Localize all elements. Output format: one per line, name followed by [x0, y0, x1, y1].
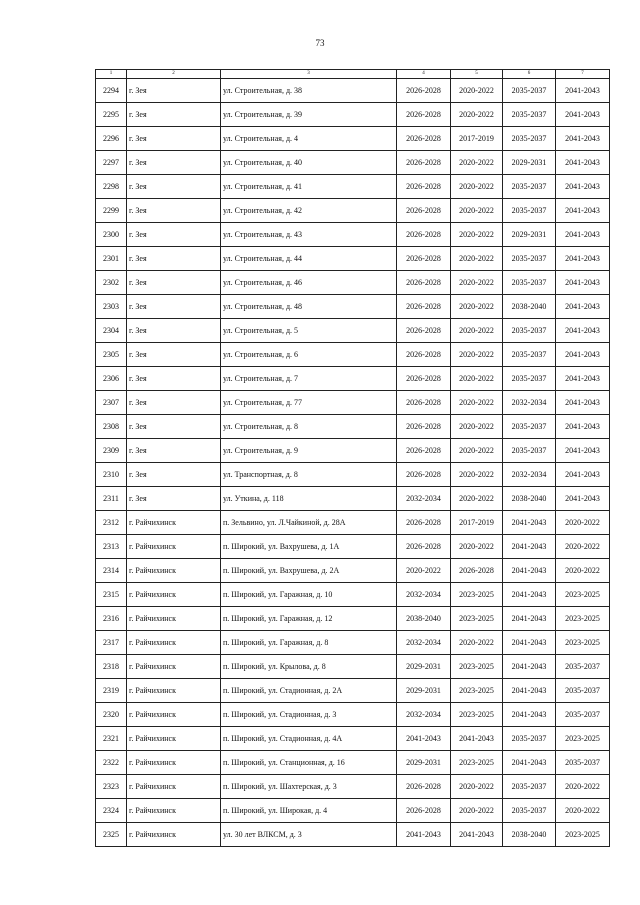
row-number: 2299: [96, 199, 127, 223]
table-row: [96, 79, 610, 103]
row-number: 2312: [96, 511, 127, 535]
address: ул. Строительная, д. 9: [221, 439, 397, 463]
table-row: [96, 439, 610, 463]
city-name: г. Райчихинск: [127, 799, 221, 823]
period-col-6: 2029-2031: [503, 223, 556, 247]
period-col-5: 2020-2022: [451, 151, 503, 175]
period-col-4: 2032-2034: [397, 631, 451, 655]
table-row: [96, 487, 610, 511]
city-name: г. Зея: [127, 463, 221, 487]
period-col-6: 2041-2043: [503, 535, 556, 559]
address: п. Широкий, ул. Стадионная, д. 2А: [221, 679, 397, 703]
period-col-7: 2041-2043: [556, 367, 610, 391]
address: ул. Транспортная, д. 8: [221, 463, 397, 487]
city-name: г. Райчихинск: [127, 535, 221, 559]
city-name: г. Райчихинск: [127, 631, 221, 655]
period-col-6: 2035-2037: [503, 415, 556, 439]
period-col-6: 2035-2037: [503, 343, 556, 367]
table-row: [96, 103, 610, 127]
period-col-7: 2035-2037: [556, 703, 610, 727]
period-col-5: 2020-2022: [451, 175, 503, 199]
city-name: г. Зея: [127, 295, 221, 319]
period-col-7: 2020-2022: [556, 559, 610, 583]
period-col-5: 2020-2022: [451, 199, 503, 223]
period-col-4: 2029-2031: [397, 751, 451, 775]
period-col-5: 2020-2022: [451, 271, 503, 295]
city-name: г. Райчихинск: [127, 703, 221, 727]
address: ул. Строительная, д. 44: [221, 247, 397, 271]
table-row: [96, 319, 610, 343]
table-row: [96, 823, 610, 847]
address: п. Широкий, ул. Широкая, д. 4: [221, 799, 397, 823]
period-col-5: 2041-2043: [451, 823, 503, 847]
period-col-7: 2020-2022: [556, 535, 610, 559]
address: ул. Строительная, д. 46: [221, 271, 397, 295]
row-number: 2306: [96, 367, 127, 391]
period-col-7: 2020-2022: [556, 775, 610, 799]
address: п. Широкий, ул. Гаражная, д. 12: [221, 607, 397, 631]
row-number: 2294: [96, 79, 127, 103]
period-col-6: 2038-2040: [503, 487, 556, 511]
period-col-6: 2035-2037: [503, 247, 556, 271]
period-col-4: 2026-2028: [397, 79, 451, 103]
period-col-7: 2023-2025: [556, 631, 610, 655]
period-col-7: 2023-2025: [556, 727, 610, 751]
address: п. Широкий, ул. Гаражная, д. 8: [221, 631, 397, 655]
period-col-7: 2041-2043: [556, 175, 610, 199]
table-row: [96, 583, 610, 607]
period-col-6: 2041-2043: [503, 607, 556, 631]
period-col-7: 2035-2037: [556, 655, 610, 679]
address: ул. Строительная, д. 38: [221, 79, 397, 103]
period-col-7: 2041-2043: [556, 223, 610, 247]
period-col-6: 2035-2037: [503, 271, 556, 295]
city-name: г. Зея: [127, 199, 221, 223]
period-col-7: 2035-2037: [556, 679, 610, 703]
period-col-5: 2020-2022: [451, 439, 503, 463]
row-number: 2321: [96, 727, 127, 751]
period-col-5: 2020-2022: [451, 79, 503, 103]
period-col-6: 2038-2040: [503, 295, 556, 319]
city-name: г. Зея: [127, 127, 221, 151]
row-number: 2318: [96, 655, 127, 679]
address: ул. Строительная, д. 7: [221, 367, 397, 391]
column-header: 2: [127, 70, 221, 79]
table-row: [96, 295, 610, 319]
row-number: 2302: [96, 271, 127, 295]
table-row: [96, 559, 610, 583]
period-col-6: 2041-2043: [503, 679, 556, 703]
period-col-6: 2041-2043: [503, 583, 556, 607]
period-col-7: 2035-2037: [556, 751, 610, 775]
address: ул. Уткина, д. 118: [221, 487, 397, 511]
period-col-4: 2020-2022: [397, 559, 451, 583]
city-name: г. Зея: [127, 391, 221, 415]
period-col-6: 2029-2031: [503, 151, 556, 175]
period-col-4: 2032-2034: [397, 583, 451, 607]
period-col-6: 2041-2043: [503, 751, 556, 775]
city-name: г. Зея: [127, 103, 221, 127]
row-number: 2307: [96, 391, 127, 415]
address: ул. Строительная, д. 8: [221, 415, 397, 439]
city-name: г. Зея: [127, 247, 221, 271]
period-col-5: 2026-2028: [451, 559, 503, 583]
city-name: г. Райчихинск: [127, 727, 221, 751]
period-col-4: 2026-2028: [397, 415, 451, 439]
row-number: 2317: [96, 631, 127, 655]
period-col-6: 2035-2037: [503, 319, 556, 343]
table-row: [96, 799, 610, 823]
row-number: 2310: [96, 463, 127, 487]
period-col-4: 2041-2043: [397, 727, 451, 751]
period-col-5: 2020-2022: [451, 223, 503, 247]
period-col-4: 2026-2028: [397, 775, 451, 799]
city-name: г. Зея: [127, 487, 221, 511]
period-col-5: 2023-2025: [451, 703, 503, 727]
period-col-7: 2023-2025: [556, 607, 610, 631]
period-col-4: 2026-2028: [397, 439, 451, 463]
table-row: [96, 247, 610, 271]
period-col-5: 2017-2019: [451, 127, 503, 151]
period-col-5: 2017-2019: [451, 511, 503, 535]
address: п. Широкий, ул. Стадионная, д. 4А: [221, 727, 397, 751]
address: ул. Строительная, д. 39: [221, 103, 397, 127]
period-col-4: 2026-2028: [397, 535, 451, 559]
period-col-7: 2041-2043: [556, 487, 610, 511]
period-col-5: 2020-2022: [451, 247, 503, 271]
city-name: г. Зея: [127, 79, 221, 103]
table-row: [96, 775, 610, 799]
table-body: [96, 70, 610, 847]
row-number: 2314: [96, 559, 127, 583]
city-name: г. Райчихинск: [127, 607, 221, 631]
period-col-6: 2035-2037: [503, 439, 556, 463]
period-col-7: 2023-2025: [556, 583, 610, 607]
city-name: г. Зея: [127, 367, 221, 391]
address: ул. 30 лет ВЛКСМ, д. 3: [221, 823, 397, 847]
table-row: [96, 751, 610, 775]
row-number: 2313: [96, 535, 127, 559]
column-header: 6: [503, 70, 556, 79]
address: п. Широкий, ул. Станционная, д. 16: [221, 751, 397, 775]
period-col-7: 2041-2043: [556, 319, 610, 343]
period-col-5: 2020-2022: [451, 103, 503, 127]
period-col-4: 2026-2028: [397, 223, 451, 247]
city-name: г. Зея: [127, 343, 221, 367]
period-col-7: 2041-2043: [556, 271, 610, 295]
period-col-7: 2041-2043: [556, 343, 610, 367]
row-number: 2320: [96, 703, 127, 727]
period-col-4: 2026-2028: [397, 127, 451, 151]
row-number: 2315: [96, 583, 127, 607]
period-col-5: 2020-2022: [451, 415, 503, 439]
period-col-4: 2038-2040: [397, 607, 451, 631]
table-row: [96, 415, 610, 439]
period-col-6: 2041-2043: [503, 631, 556, 655]
period-col-7: 2041-2043: [556, 199, 610, 223]
period-col-4: 2026-2028: [397, 367, 451, 391]
period-col-7: 2041-2043: [556, 439, 610, 463]
period-col-4: 2029-2031: [397, 655, 451, 679]
city-name: г. Зея: [127, 439, 221, 463]
period-col-4: 2026-2028: [397, 103, 451, 127]
city-name: г. Райчихинск: [127, 775, 221, 799]
period-col-6: 2035-2037: [503, 79, 556, 103]
period-col-5: 2020-2022: [451, 487, 503, 511]
period-col-4: 2026-2028: [397, 199, 451, 223]
period-col-4: 2029-2031: [397, 679, 451, 703]
table-row: [96, 199, 610, 223]
period-col-4: 2032-2034: [397, 703, 451, 727]
column-header: 1: [96, 70, 127, 79]
period-col-5: 2020-2022: [451, 391, 503, 415]
period-col-4: 2041-2043: [397, 823, 451, 847]
city-name: г. Райчихинск: [127, 655, 221, 679]
period-col-5: 2020-2022: [451, 775, 503, 799]
row-number: 2323: [96, 775, 127, 799]
period-col-7: 2023-2025: [556, 823, 610, 847]
city-name: г. Зея: [127, 415, 221, 439]
period-col-5: 2020-2022: [451, 631, 503, 655]
address: ул. Строительная, д. 48: [221, 295, 397, 319]
table-row: [96, 151, 610, 175]
housing-schedule-table: [95, 69, 610, 847]
period-col-6: 2035-2037: [503, 775, 556, 799]
period-col-6: 2035-2037: [503, 199, 556, 223]
period-col-4: 2026-2028: [397, 391, 451, 415]
address: п. Широкий, ул. Стадионная, д. 3: [221, 703, 397, 727]
period-col-5: 2023-2025: [451, 583, 503, 607]
city-name: г. Зея: [127, 223, 221, 247]
period-col-4: 2026-2028: [397, 271, 451, 295]
address: ул. Строительная, д. 41: [221, 175, 397, 199]
period-col-5: 2020-2022: [451, 343, 503, 367]
table-row: [96, 655, 610, 679]
table-row: [96, 127, 610, 151]
period-col-5: 2020-2022: [451, 463, 503, 487]
address: п. Широкий, ул. Гаражная, д. 10: [221, 583, 397, 607]
period-col-5: 2020-2022: [451, 319, 503, 343]
row-number: 2316: [96, 607, 127, 631]
period-col-5: 2020-2022: [451, 535, 503, 559]
period-col-7: 2041-2043: [556, 103, 610, 127]
period-col-6: 2038-2040: [503, 823, 556, 847]
period-col-7: 2041-2043: [556, 79, 610, 103]
period-col-4: 2026-2028: [397, 247, 451, 271]
row-number: 2295: [96, 103, 127, 127]
city-name: г. Зея: [127, 175, 221, 199]
row-number: 2311: [96, 487, 127, 511]
row-number: 2298: [96, 175, 127, 199]
period-col-5: 2020-2022: [451, 367, 503, 391]
column-header: 3: [221, 70, 397, 79]
address: п. Зельвино, ул. Л.Чайкиной, д. 28А: [221, 511, 397, 535]
period-col-6: 2035-2037: [503, 103, 556, 127]
period-col-7: 2041-2043: [556, 391, 610, 415]
period-col-7: 2020-2022: [556, 799, 610, 823]
table-row: [96, 607, 610, 631]
period-col-6: 2035-2037: [503, 127, 556, 151]
period-col-5: 2023-2025: [451, 655, 503, 679]
address: ул. Строительная, д. 6: [221, 343, 397, 367]
period-col-4: 2026-2028: [397, 175, 451, 199]
period-col-6: 2041-2043: [503, 559, 556, 583]
period-col-7: 2041-2043: [556, 127, 610, 151]
table-row: [96, 511, 610, 535]
period-col-6: 2032-2034: [503, 391, 556, 415]
row-number: 2319: [96, 679, 127, 703]
period-col-7: 2041-2043: [556, 463, 610, 487]
row-number: 2322: [96, 751, 127, 775]
period-col-5: 2020-2022: [451, 799, 503, 823]
row-number: 2309: [96, 439, 127, 463]
period-col-6: 2041-2043: [503, 511, 556, 535]
address: ул. Строительная, д. 5: [221, 319, 397, 343]
period-col-6: 2035-2037: [503, 367, 556, 391]
row-number: 2304: [96, 319, 127, 343]
city-name: г. Райчихинск: [127, 823, 221, 847]
period-col-5: 2041-2043: [451, 727, 503, 751]
table-row: [96, 679, 610, 703]
address: ул. Строительная, д. 43: [221, 223, 397, 247]
address: ул. Строительная, д. 40: [221, 151, 397, 175]
address: ул. Строительная, д. 77: [221, 391, 397, 415]
table-row: [96, 463, 610, 487]
row-number: 2301: [96, 247, 127, 271]
row-number: 2300: [96, 223, 127, 247]
table-row: [96, 535, 610, 559]
period-col-4: 2026-2028: [397, 463, 451, 487]
row-number: 2303: [96, 295, 127, 319]
period-col-6: 2041-2043: [503, 703, 556, 727]
row-number: 2308: [96, 415, 127, 439]
period-col-6: 2032-2034: [503, 463, 556, 487]
column-number-header-row: [96, 70, 610, 79]
page-number: 73: [315, 38, 325, 48]
period-col-7: 2020-2022: [556, 511, 610, 535]
period-col-5: 2023-2025: [451, 751, 503, 775]
row-number: 2297: [96, 151, 127, 175]
address: ул. Строительная, д. 4: [221, 127, 397, 151]
period-col-7: 2041-2043: [556, 151, 610, 175]
table-row: [96, 631, 610, 655]
table-row: [96, 223, 610, 247]
city-name: г. Зея: [127, 319, 221, 343]
row-number: 2325: [96, 823, 127, 847]
period-col-5: 2023-2025: [451, 679, 503, 703]
city-name: г. Зея: [127, 151, 221, 175]
column-header: 4: [397, 70, 451, 79]
period-col-6: 2041-2043: [503, 655, 556, 679]
table-row: [96, 391, 610, 415]
table-row: [96, 175, 610, 199]
city-name: г. Райчихинск: [127, 511, 221, 535]
period-col-4: 2026-2028: [397, 799, 451, 823]
table-row: [96, 703, 610, 727]
table-row: [96, 727, 610, 751]
period-col-6: 2035-2037: [503, 799, 556, 823]
city-name: г. Райчихинск: [127, 559, 221, 583]
address: п. Широкий, ул. Крылова, д. 8: [221, 655, 397, 679]
city-name: г. Райчихинск: [127, 751, 221, 775]
address: ул. Строительная, д. 42: [221, 199, 397, 223]
row-number: 2296: [96, 127, 127, 151]
period-col-7: 2041-2043: [556, 295, 610, 319]
table-row: [96, 271, 610, 295]
period-col-4: 2026-2028: [397, 511, 451, 535]
column-header: 5: [451, 70, 503, 79]
city-name: г. Райчихинск: [127, 583, 221, 607]
address: п. Широкий, ул. Вахрушева, д. 1А: [221, 535, 397, 559]
column-header: 7: [556, 70, 610, 79]
period-col-4: 2026-2028: [397, 295, 451, 319]
period-col-7: 2041-2043: [556, 247, 610, 271]
period-col-5: 2023-2025: [451, 607, 503, 631]
period-col-4: 2026-2028: [397, 151, 451, 175]
table-row: [96, 343, 610, 367]
period-col-5: 2020-2022: [451, 295, 503, 319]
period-col-7: 2041-2043: [556, 415, 610, 439]
period-col-6: 2035-2037: [503, 175, 556, 199]
address: п. Широкий, ул. Вахрушева, д. 2А: [221, 559, 397, 583]
period-col-4: 2026-2028: [397, 343, 451, 367]
period-col-4: 2026-2028: [397, 319, 451, 343]
row-number: 2305: [96, 343, 127, 367]
table-row: [96, 367, 610, 391]
period-col-6: 2035-2037: [503, 727, 556, 751]
row-number: 2324: [96, 799, 127, 823]
city-name: г. Зея: [127, 271, 221, 295]
address: п. Широкий, ул. Шахтерская, д. 3: [221, 775, 397, 799]
city-name: г. Райчихинск: [127, 679, 221, 703]
period-col-4: 2032-2034: [397, 487, 451, 511]
